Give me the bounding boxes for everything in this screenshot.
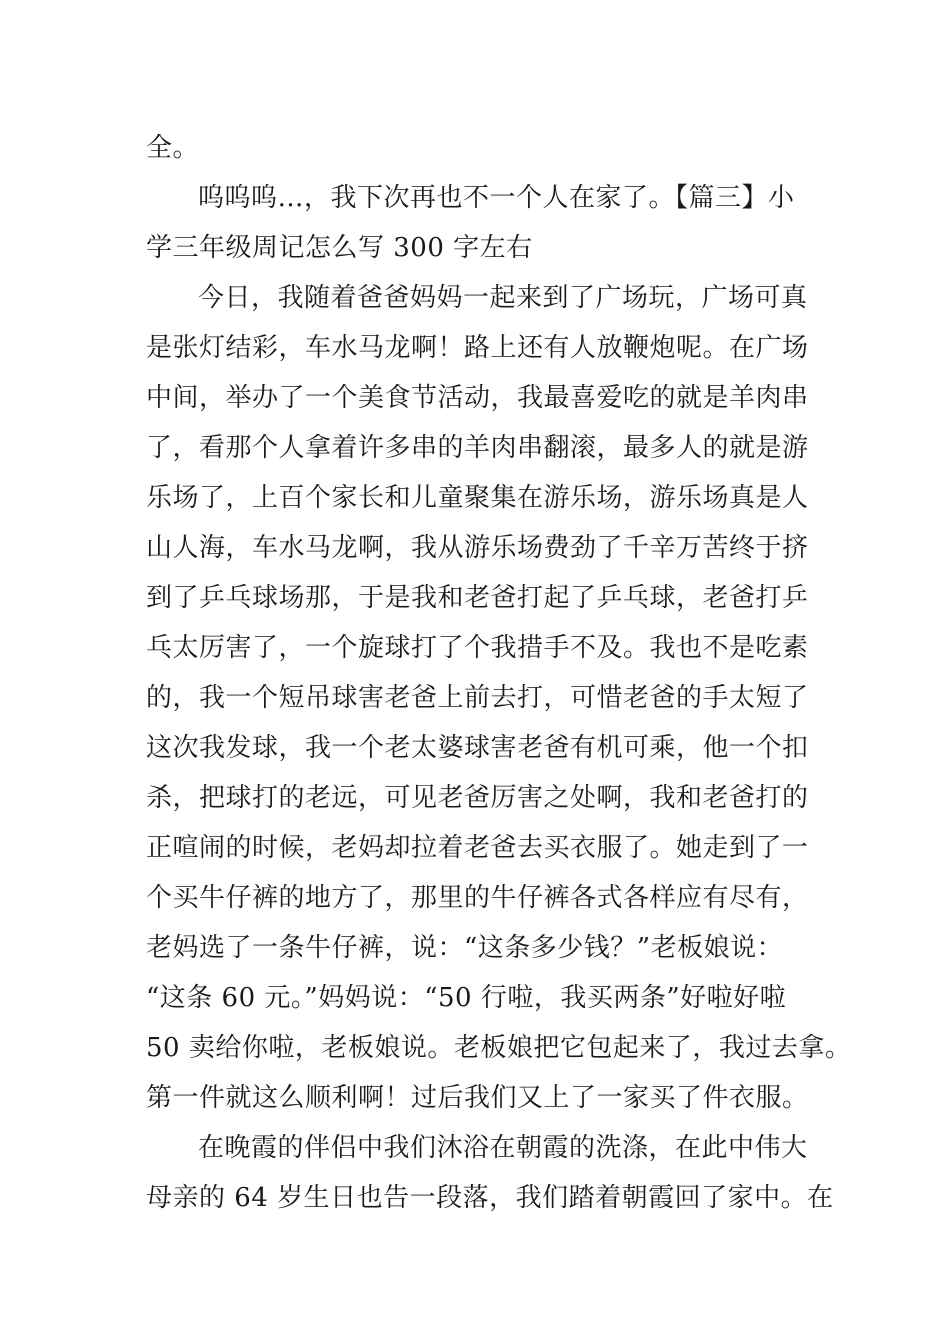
text-line: 是张灯结彩，车水马龙啊！路上还有人放鞭炮呢。在广场 (146, 333, 809, 363)
text-line: 乓太厉害了，一个旋球打了个我措手不及。我也不是吃素 (146, 633, 809, 663)
text-line: 这次我发球，我一个老太婆球害老爸有机可乘，他一个扣 (146, 733, 809, 763)
text-line: 到了乒乓球场那，于是我和老爸打起了乒乓球，老爸打乒 (146, 583, 809, 613)
text-line: 杀，把球打的老远，可见老爸厉害之处啊，我和老爸打的 (146, 783, 809, 813)
text-line: 正喧闹的时候，老妈却拉着老爸去买衣服了。她走到了一 (146, 833, 809, 863)
text-line: 母亲的 64 岁生日也告一段落，我们踏着朝霞回了家中。在 (146, 1183, 834, 1213)
text-line: 山人海，车水马龙啊，我从游乐场费劲了千辛万苦终于挤 (146, 533, 809, 563)
text-line: 老妈选了一条牛仔裤，说：“这条多少钱？”老板娘说： (146, 933, 784, 963)
text-line: 全。 (146, 133, 200, 163)
text-line: 个买牛仔裤的地方了，那里的牛仔裤各式各样应有尽有， (146, 883, 809, 913)
text-line: 今日，我随着爸爸妈妈一起来到了广场玩，广场可真 (198, 283, 808, 313)
text-line: 中间，举办了一个美食节活动，我最喜爱吃的就是羊肉串 (146, 383, 809, 413)
text-line: 在晚霞的伴侣中我们沐浴在朝霞的洗涤，在此中伟大 (198, 1133, 808, 1163)
text-line: 呜呜呜…，我下次再也不一个人在家了。【篇三】小 (198, 183, 795, 213)
text-line: “这条 60 元。”妈妈说：“50 行啦，我买两条”好啦好啦 (146, 983, 787, 1013)
text-line: 了，看那个人拿着许多串的羊肉串翻滚，最多人的就是游 (146, 433, 809, 463)
text-line: 乐场了，上百个家长和儿童聚集在游乐场，游乐场真是人 (146, 483, 809, 513)
text-line: 50 卖给你啦，老板娘说。老板娘把它包起来了，我过去拿。 (146, 1033, 852, 1063)
text-line: 的，我一个短吊球害老爸上前去打，可惜老爸的手太短了 (146, 683, 809, 713)
text-line: 第一件就这么顺利啊！过后我们又上了一家买了件衣服。 (146, 1083, 809, 1113)
text-line: 学三年级周记怎么写 300 字左右 (146, 233, 533, 263)
